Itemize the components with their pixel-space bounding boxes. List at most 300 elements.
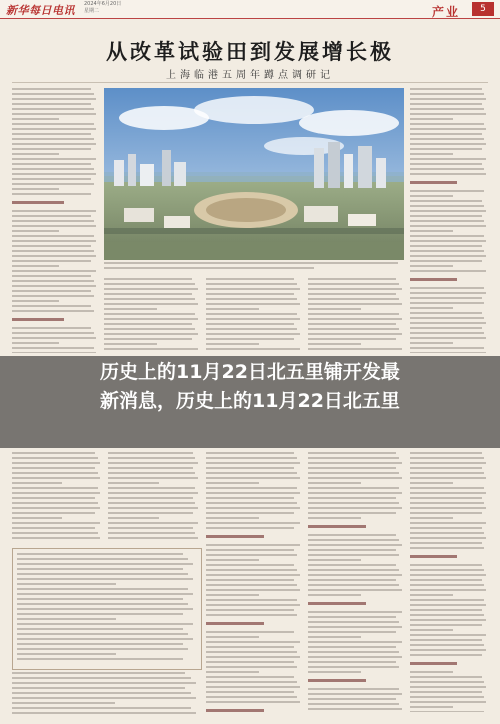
text-line (12, 260, 91, 262)
text-line (12, 148, 91, 150)
text-line (12, 225, 96, 227)
text-line (206, 522, 300, 524)
text-line (206, 348, 300, 350)
text-line (104, 313, 195, 315)
text-line (12, 290, 91, 292)
text-line (17, 658, 183, 660)
text-line (17, 603, 188, 605)
text-line (308, 569, 399, 571)
text-line (308, 328, 399, 330)
text-line (12, 672, 185, 674)
text-line (308, 579, 396, 581)
text-line (12, 168, 94, 170)
text-line (410, 574, 486, 576)
text-line (108, 507, 198, 509)
text-line (308, 534, 396, 536)
text-line (12, 235, 94, 237)
text-line (12, 522, 100, 524)
text-line (410, 128, 486, 130)
text-line (17, 618, 116, 620)
text-line (410, 220, 484, 222)
text-line (410, 93, 484, 95)
text-line (12, 108, 94, 110)
text-line (104, 333, 198, 335)
text-line (308, 278, 396, 280)
text-line (12, 250, 94, 252)
text-line (206, 338, 294, 340)
city-aerial-photo (104, 88, 404, 260)
text-line (308, 584, 399, 586)
text-line (206, 492, 300, 494)
text-line (410, 711, 484, 712)
text-line (206, 709, 264, 712)
text-line (410, 307, 453, 309)
text-line (12, 332, 94, 334)
text-line (206, 636, 259, 638)
text-line (410, 671, 453, 673)
text-line (410, 342, 453, 344)
text-line (308, 492, 402, 494)
text-line (410, 240, 486, 242)
section-title: 产业 (431, 5, 460, 19)
text-line (308, 467, 396, 469)
text-line (206, 535, 264, 538)
text-line (12, 138, 94, 140)
text-line (410, 555, 457, 558)
text-line (410, 153, 453, 155)
text-line (206, 701, 300, 703)
text-line (308, 338, 396, 340)
text-line (410, 497, 482, 499)
text-line (410, 662, 457, 665)
text-line (308, 661, 396, 663)
text-line (206, 671, 259, 673)
text-line (308, 688, 399, 690)
text-line (206, 604, 300, 606)
text-line (206, 323, 294, 325)
text-line (410, 482, 453, 484)
text-line (410, 205, 484, 207)
text-line (410, 88, 482, 90)
text-line (410, 312, 482, 314)
text-line (410, 522, 486, 524)
text-line (206, 599, 297, 601)
text-line (206, 452, 294, 454)
text-line (308, 507, 402, 509)
text-line (206, 686, 300, 688)
text-line (410, 477, 486, 479)
text-line (12, 245, 91, 247)
text-line (410, 337, 486, 339)
text-line (410, 532, 484, 534)
text-line (308, 666, 399, 668)
text-line (12, 487, 98, 489)
text-line (12, 527, 95, 529)
text-line (17, 653, 116, 655)
text-line (108, 512, 193, 514)
text-line (308, 636, 361, 638)
text-line (206, 574, 300, 576)
text-line (206, 622, 264, 625)
text-line (308, 293, 396, 295)
text-line (17, 588, 188, 590)
text-line (206, 554, 297, 556)
text-line (410, 467, 482, 469)
text-line (108, 527, 193, 529)
text-line (12, 275, 91, 277)
text-line (12, 210, 96, 212)
overlay-title-line-1: 历史上的11月22日北五里铺开发最 (100, 361, 400, 383)
text-line (410, 215, 482, 217)
text-line (206, 661, 294, 663)
text-line (410, 547, 484, 549)
text-line (17, 563, 193, 565)
text-line (308, 703, 399, 705)
text-line (308, 554, 399, 556)
text-line (410, 118, 453, 120)
overlay-title-line-2: 新消息，历史上的11月22日北五里 (100, 390, 400, 412)
issue-date: 2024年6月20日 (84, 1, 122, 7)
text-line (410, 133, 482, 135)
text-line (308, 318, 402, 320)
text-line (308, 482, 361, 484)
text-line (12, 265, 59, 267)
text-line (206, 288, 300, 290)
text-line (12, 220, 94, 222)
text-line (308, 313, 399, 315)
text-line (206, 308, 259, 310)
text-line (12, 183, 94, 185)
text-line (308, 594, 361, 596)
text-line (410, 686, 486, 688)
text-line (108, 517, 159, 519)
text-line (104, 278, 192, 280)
text-line (12, 98, 96, 100)
text-line (12, 201, 64, 204)
text-line (108, 497, 193, 499)
text-line (410, 614, 484, 616)
text-line (104, 308, 157, 310)
text-line (17, 643, 183, 645)
text-line (308, 559, 361, 561)
text-line (410, 278, 457, 281)
article-headline: 从改革试验田到发展增长极 (106, 39, 394, 64)
text-line (206, 472, 297, 474)
text-line (410, 260, 482, 262)
text-line (206, 631, 294, 633)
text-line (12, 158, 96, 160)
text-line (206, 502, 297, 504)
text-line (206, 328, 297, 330)
text-line (410, 639, 482, 641)
text-line (410, 579, 482, 581)
text-line (410, 98, 486, 100)
text-line (12, 193, 91, 195)
text-line (308, 616, 396, 618)
text-line (410, 148, 482, 150)
text-line (410, 537, 486, 539)
text-line (410, 163, 482, 165)
text-line (308, 574, 402, 576)
text-line (12, 692, 191, 694)
text-line (206, 477, 300, 479)
text-line (308, 651, 399, 653)
text-line (12, 702, 115, 704)
text-line (12, 93, 94, 95)
text-line (308, 348, 402, 350)
text-line (104, 298, 195, 300)
text-line (12, 128, 96, 130)
text-line (104, 288, 198, 290)
text-line (17, 608, 193, 610)
text-line (12, 687, 185, 689)
text-line (12, 352, 96, 353)
text-line (410, 327, 482, 329)
text-line (308, 512, 396, 514)
text-line (12, 677, 191, 679)
text-line (206, 497, 294, 499)
text-line (206, 512, 294, 514)
text-line (17, 638, 193, 640)
text-line (308, 708, 402, 710)
text-line (308, 626, 402, 628)
sidebar-box (12, 548, 202, 670)
text-line (410, 644, 484, 646)
text-line (206, 579, 294, 581)
text-line (410, 210, 486, 212)
text-line (12, 285, 96, 287)
text-line (206, 462, 300, 464)
dateline (84, 1, 121, 15)
text-line (17, 648, 188, 650)
text-column-2-bottom (108, 452, 200, 546)
text-line (12, 682, 196, 684)
text-line (206, 641, 300, 643)
text-line (206, 467, 294, 469)
text-line (308, 333, 402, 335)
text-line (308, 589, 402, 591)
text-line (410, 634, 486, 636)
text-line (12, 123, 94, 125)
text-line (308, 621, 399, 623)
text-line (206, 313, 297, 315)
text-line (308, 564, 396, 566)
newspaper-logo: 新华每日电讯 (6, 4, 75, 17)
text-line (12, 300, 59, 302)
text-line (12, 707, 191, 709)
text-line (206, 283, 297, 285)
text-line (12, 467, 95, 469)
text-line (12, 310, 94, 312)
text-line (410, 265, 453, 267)
text-line (12, 472, 98, 474)
text-line (12, 477, 100, 479)
text-line (308, 308, 361, 310)
text-line (12, 342, 59, 344)
text-line (108, 502, 195, 504)
text-line (410, 512, 482, 514)
article-subheadline: 上海临港五周年蹲点调研记 (166, 70, 334, 81)
text-line (12, 230, 59, 232)
text-line (206, 318, 300, 320)
text-line (12, 270, 96, 272)
text-line (206, 666, 297, 668)
text-line (308, 656, 402, 658)
text-line (12, 215, 91, 217)
text-line (12, 255, 96, 257)
text-line (12, 337, 96, 339)
text-line (108, 472, 195, 474)
text-line (12, 178, 91, 180)
text-line (410, 604, 486, 606)
text-line (410, 701, 486, 703)
text-line (108, 482, 159, 484)
text-line (12, 295, 94, 297)
text-line (410, 517, 453, 519)
text-line (308, 671, 361, 673)
text-line (308, 698, 396, 700)
text-line (410, 492, 486, 494)
text-column-3-bottom (206, 452, 302, 712)
text-line (108, 477, 198, 479)
text-line (308, 497, 396, 499)
text-line (308, 472, 399, 474)
text-line (12, 118, 59, 120)
text-line (206, 651, 297, 653)
text-line (12, 88, 91, 90)
text-line (410, 255, 486, 257)
text-line (308, 693, 402, 695)
text-line (206, 457, 297, 459)
text-line (12, 280, 94, 282)
text-line (410, 173, 486, 175)
text-line (12, 512, 95, 514)
text-line (410, 569, 484, 571)
masthead (0, 0, 500, 19)
text-line (104, 343, 157, 345)
text-line (410, 507, 486, 509)
text-line (410, 158, 486, 160)
text-line (410, 352, 486, 353)
text-line (308, 343, 361, 345)
text-line (12, 712, 196, 714)
text-line (308, 487, 399, 489)
text-line (206, 544, 300, 546)
text-line (17, 568, 183, 570)
text-line (410, 250, 484, 252)
text-line (410, 292, 486, 294)
text-line (308, 549, 396, 551)
text-line (206, 594, 259, 596)
text-line (12, 240, 96, 242)
text-line (206, 569, 297, 571)
text-line (206, 564, 294, 566)
text-line (410, 599, 484, 601)
text-line (410, 230, 453, 232)
text-line (206, 293, 294, 295)
text-line (410, 696, 484, 698)
text-line (410, 270, 486, 272)
text-line (108, 492, 198, 494)
text-line (410, 502, 484, 504)
text-line (17, 628, 183, 630)
text-line (12, 113, 96, 115)
text-line (12, 305, 91, 307)
text-line (206, 584, 297, 586)
page-number-badge: 5 (472, 2, 494, 16)
text-line (17, 613, 183, 615)
text-column-left-top (12, 88, 98, 353)
text-line (206, 614, 297, 616)
text-line (206, 482, 259, 484)
text-line (308, 602, 366, 605)
text-column-left-footer (12, 672, 200, 716)
text-column-right-bottom (410, 452, 488, 712)
text-line (308, 539, 399, 541)
text-line (410, 649, 486, 651)
text-line (410, 225, 486, 227)
text-line (308, 641, 402, 643)
text-line (108, 452, 193, 454)
text-line (17, 598, 183, 600)
text-line (206, 278, 294, 280)
text-line (308, 298, 399, 300)
text-line (12, 133, 91, 135)
text-line (12, 163, 91, 165)
text-line (108, 537, 198, 539)
text-line (206, 691, 294, 693)
text-line (108, 457, 195, 459)
text-line (410, 619, 486, 621)
text-line (308, 502, 399, 504)
text-line (308, 525, 366, 528)
text-line (206, 517, 259, 519)
text-line (206, 527, 294, 529)
text-line (410, 123, 484, 125)
text-line (410, 676, 482, 678)
text-line (17, 578, 193, 580)
text-line (410, 322, 486, 324)
text-line (410, 195, 453, 197)
text-line (410, 609, 482, 611)
text-line (308, 462, 402, 464)
text-line (108, 532, 195, 534)
text-line (410, 347, 484, 349)
text-line (17, 583, 116, 585)
text-line (308, 452, 396, 454)
text-line (12, 103, 91, 105)
text-line (104, 318, 198, 320)
text-line (410, 654, 482, 656)
text-line (206, 656, 300, 658)
text-line (12, 452, 95, 454)
text-line (17, 553, 183, 555)
text-line (410, 138, 484, 140)
text-line (410, 200, 482, 202)
text-line (410, 302, 484, 304)
text-line (410, 332, 484, 334)
text-line (17, 593, 193, 595)
issue-weekday: 星期二 (84, 8, 100, 14)
text-line (104, 323, 192, 325)
text-line (206, 507, 300, 509)
text-line (206, 681, 297, 683)
text-line (410, 108, 484, 110)
text-line (12, 318, 64, 321)
text-line (12, 492, 100, 494)
text-line (104, 293, 192, 295)
text-line (410, 629, 453, 631)
